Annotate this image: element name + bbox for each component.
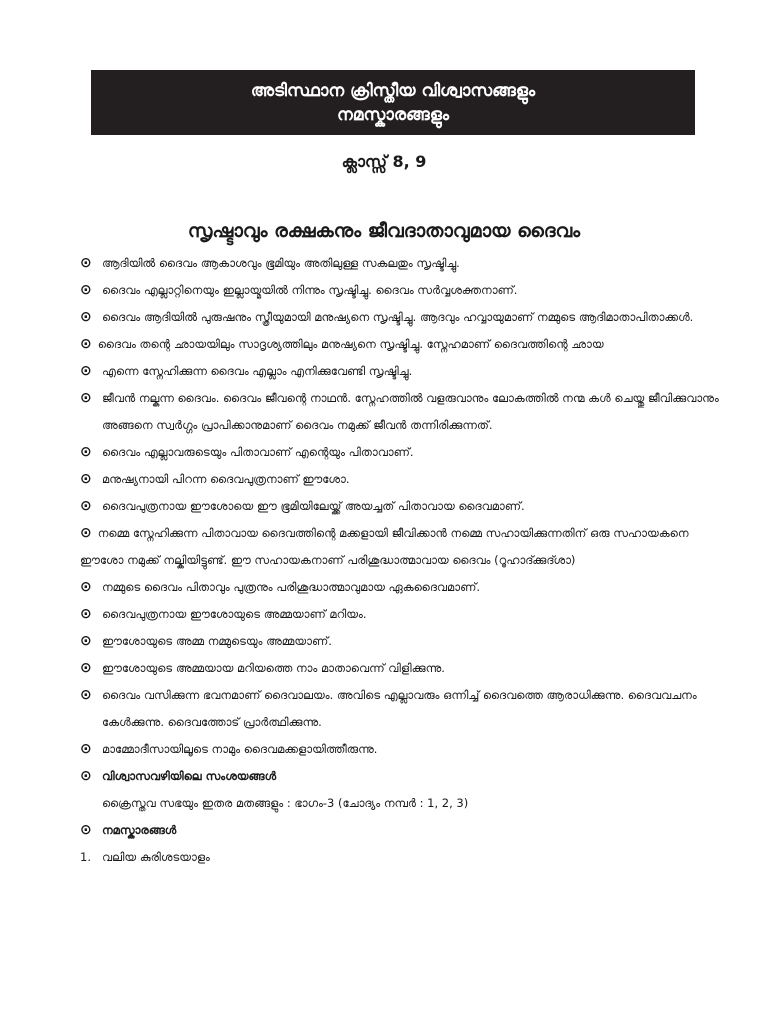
title-line-1: അടിസ്ഥാന ക്രിസ്തീയ വിശ്വാസങ്ങളും <box>250 80 536 101</box>
list-item-text: എന്നെ സ്നേഹിക്കുന്ന ദൈവം എല്ലാം എനിക്കുവേണ്ടി സൃഷ്ടിച്ചു. <box>102 364 413 378</box>
list-item-text: ദൈവം എല്ലാവരുടെയും പിതാവാണ് എന്റെയും പിതാവാണ്. <box>102 445 414 459</box>
list-item-text: മാമ്മോദീസായിലൂടെ നാമും ദൈവമക്കളായിത്തീരുന്നു. <box>102 742 378 756</box>
prayer-item-label: വലിയ കുരിശടയാളം <box>102 850 210 864</box>
circle-dot-icon: ⊙ <box>80 309 92 325</box>
list-item <box>80 277 720 304</box>
list-item <box>80 736 720 763</box>
prayer-item <box>80 844 720 871</box>
list-item <box>80 574 720 601</box>
list-item <box>80 493 720 520</box>
class-label: ക്ലാസ്സ് 8, 9 <box>341 152 427 171</box>
list-item-text: ദൈവപുത്രനായ ഈശോയുടെ അമ്മയാണ് മറിയം. <box>102 607 367 621</box>
circle-dot-icon: ⊙ <box>80 525 92 541</box>
circle-dot-icon: ⊙ <box>80 444 92 460</box>
circle-dot-icon: ⊙ <box>80 579 92 595</box>
list-item <box>80 250 720 277</box>
circle-dot-icon: ⊙ <box>80 822 92 838</box>
circle-dot-icon: ⊙ <box>80 471 92 487</box>
circle-dot-icon: ⊙ <box>80 687 92 703</box>
list-item-text: ഈശോയുടെ അമ്മ നമ്മുടെയും അമ്മയാണ്. <box>102 634 332 648</box>
list-item <box>80 358 720 385</box>
list-item-text: ദൈവം ആദിയിൽ പുരുഷനും സ്ത്രീയുമായി മനുഷ്യനെ സൃഷ്ടിച്ചു. ആദവും ഹവ്വായുമാണ് നമ്മുടെ ആദിമാതാപിതാക്കൾ. <box>102 310 694 324</box>
title-line-2: നമസ്കാരങ്ങളും <box>337 104 449 125</box>
document-title-banner <box>91 70 695 135</box>
list-item-text: നമ്മെ സ്നേഹിക്കുന്ന പിതാവായ ദൈവത്തിന്റെ മക്കളായി ജീവിക്കാൻ നമ്മെ സഹായിക്കുന്നതിന് ഒരു സഹായകനെ ഈശോ നമുക്ക് നല്കിയിട്ടുണ്ട്. ഈ സഹായകനാണ് പരിശുദ്ധാത്മാവായ ദൈവം (റൂഹാദ്ക്കുദ്ശാ) <box>80 526 689 567</box>
circle-dot-icon: ⊙ <box>80 768 92 784</box>
circle-dot-icon: ⊙ <box>80 498 92 514</box>
list-item <box>80 466 720 493</box>
circle-dot-icon: ⊙ <box>80 363 92 379</box>
list-item <box>80 655 720 682</box>
circle-dot-icon: ⊙ <box>80 255 92 271</box>
list-item <box>80 439 720 466</box>
prayers-heading <box>80 817 720 844</box>
circle-dot-icon: ⊙ <box>80 633 92 649</box>
list-item <box>80 601 720 628</box>
prayer-item-number: 1. <box>80 850 91 864</box>
content-body <box>80 250 720 871</box>
prayers-heading-text: നമസ്കാരങ്ങൾ <box>102 823 177 837</box>
list-item <box>80 520 720 574</box>
list-item-text: ഈശോയുടെ അമ്മയായ മറിയത്തെ നാം മാതാവെന്ന് വിളിക്കുന്നു. <box>102 661 445 675</box>
list-item <box>80 682 720 736</box>
list-item <box>80 331 720 358</box>
list-item <box>80 385 720 439</box>
circle-dot-icon: ⊙ <box>80 660 92 676</box>
circle-dot-icon: ⊙ <box>80 390 92 406</box>
list-item-text: ദൈവം വസിക്കുന്ന ഭവനമാണ് ദൈവാലയം. അവിടെ എല്ലാവരും ഒന്നിച്ച് ദൈവത്തെ ആരാധിക്കുന്നു. ദൈവവചനം കേൾക്കുന്നു. ദൈവത്തോട് പ്രാർത്ഥിക്കുന്നു. <box>102 688 697 729</box>
list-item-text: ദൈവം തന്റെ ഛായയിലും സാദൃശ്യത്തിലും മനുഷ്യനെ സൃഷ്ടിച്ചു. സ്നേഹമാണ് ദൈവത്തിന്റെ ഛായ <box>97 337 604 351</box>
section-heading: സൃഷ്ടാവും രക്ഷകനും ജീവദാതാവുമായ ദൈവം <box>187 220 581 242</box>
list-item-text: ജീവൻ നല്കുന്ന ദൈവം. ദൈവം ജീവന്റെ നാഥൻ. സ്നേഹത്തിൽ വളരുവാനും ലോകത്തിൽ നന്മ കൾ ചെയ്തു ജീവിക്കുവാനും അങ്ങനെ സ്വർഗ്ഗം പ്രാപിക്കാനുമാണ് ദൈവം നമുക്ക് ജീവൻ തന്നിരിക്കുന്നത്. <box>102 391 719 432</box>
list-item <box>80 628 720 655</box>
list-item <box>80 304 720 331</box>
faith-doubts-reference: ക്രൈസ്തവ സഭയും ഇതര മതങ്ങളും : ഭാഗം-3 (ചോദ്യം നമ്പർ : 1, 2, 3) <box>102 796 469 810</box>
circle-dot-icon: ⊙ <box>80 741 92 757</box>
circle-dot-icon: ⊙ <box>80 606 92 622</box>
list-item-text: നമ്മുടെ ദൈവം പിതാവും പുത്രനും പരിശുദ്ധാത്മാവുമായ ഏകദൈവമാണ്. <box>102 580 481 594</box>
circle-dot-icon: ⊙ <box>80 336 92 352</box>
list-item-text: ദൈവപുത്രനായ ഈശോയെ ഈ ഭൂമിയിലേയ്ക്ക് അയച്ചത് പിതാവായ ദൈവമാണ്. <box>102 499 525 513</box>
list-item-text: മനുഷ്യനായി പിറന്ന ദൈവപുത്രനാണ് ഈശോ. <box>102 472 350 486</box>
faith-doubts-heading-text: വിശ്വാസവഴിയിലെ സംശയങ്ങൾ <box>102 769 277 783</box>
faith-doubts-heading <box>80 763 720 790</box>
list-item-text: ദൈവം എല്ലാറ്റിനെയും ഇല്ലായ്മയിൽ നിന്നും സൃഷ്ടിച്ചു. ദൈവം സർവ്വശക്തനാണ്. <box>102 283 518 297</box>
list-item-text: ആദിയിൽ ദൈവം ആകാശവും ഭൂമിയും അതിലുള്ള സകലതും സൃഷ്ടിച്ചു. <box>102 256 460 270</box>
circle-dot-icon: ⊙ <box>80 282 92 298</box>
